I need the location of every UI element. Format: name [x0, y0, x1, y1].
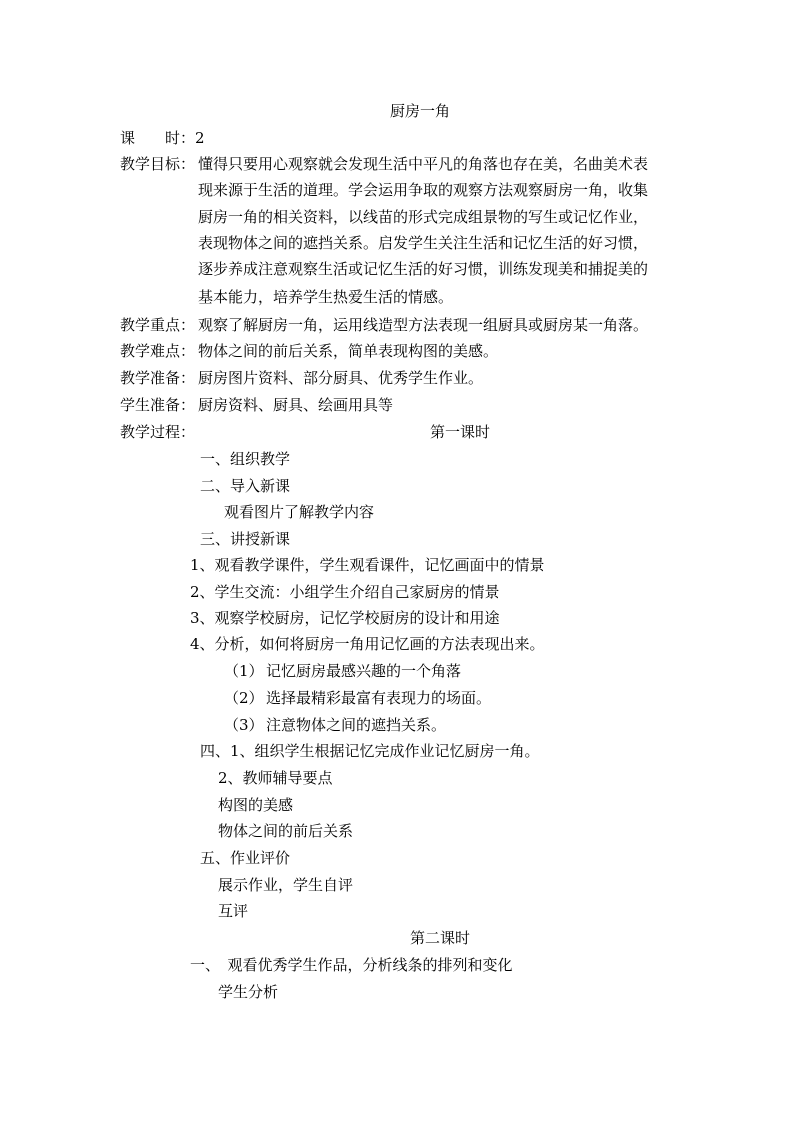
teach-item: 3、观察学校厨房，记忆学校厨房的设计和用途 — [190, 609, 500, 627]
teacher-prep-text: 厨房图片资料、部分厨具、优秀学生作业。 — [198, 369, 484, 387]
objectives-line: 现来源于生活的道理。学会运用争取的观察方法观察厨房一角，收集 — [198, 181, 649, 199]
step-teach: 三、讲授新课 — [200, 530, 291, 548]
step-organize: 一、组织教学 — [200, 450, 291, 468]
key-points-text: 观察了解厨房一角，运用线造型方法表现一组厨具或厨房某一角落。 — [198, 316, 649, 334]
evaluate-detail: 展示作业，学生自评 — [218, 876, 354, 894]
analysis-sub-item — [224, 688, 491, 708]
objectives-label: 教学目标： — [120, 155, 196, 173]
step-introduce: 二、导入新课 — [200, 477, 291, 495]
student-prep-text: 厨房资料、厨具、绘画用具等 — [198, 396, 394, 414]
teacher-prep-label: 教学准备： — [120, 369, 196, 387]
step-practice-guidance: 2、教师辅导要点 — [218, 769, 333, 787]
difficulties-label: 教学难点： — [120, 342, 196, 360]
guidance-point: 构图的美感 — [218, 796, 294, 814]
sub-item-number: （3） — [224, 716, 264, 734]
analysis-sub-item — [224, 715, 446, 735]
student-prep-label: 学生准备： — [120, 396, 196, 414]
sub-item-text: 选择最精彩最富有表现力的场面。 — [266, 689, 492, 707]
process-label: 教学过程： — [120, 423, 196, 441]
evaluate-detail: 互评 — [218, 902, 249, 920]
sub-item-number: （1） — [224, 662, 264, 680]
objectives-line: 厨房一角的相关资料，以线苗的形式完成组景物的写生或记忆作业， — [198, 208, 649, 226]
teach-item: 2、学生交流：小组学生介绍自己家厨房的情景 — [190, 583, 500, 601]
step-practice: 四、1、组织学生根据记忆完成作业记忆厨房一角。 — [200, 742, 540, 760]
guidance-point: 物体之间的前后关系 — [218, 822, 354, 840]
objectives-line: 懂得只要用心观察就会发现生活中平凡的角落也存在美，名曲美术表 — [198, 155, 649, 173]
step-evaluate: 五、作业评价 — [200, 849, 291, 867]
class-hours-row — [120, 128, 205, 148]
teach-item: 4、分析，如何将厨房一角用记忆画的方法表现出来。 — [190, 635, 545, 653]
sub-item-number: （2） — [224, 689, 264, 707]
difficulties-text: 物体之间的前后关系，简单表现构图的美感。 — [198, 342, 499, 360]
step-introduce-detail: 观看图片了解教学内容 — [224, 503, 375, 521]
period-2-heading: 第二课时 — [410, 929, 471, 947]
period-1-heading: 第一课时 — [430, 423, 491, 441]
class-hours-value: 2 — [195, 129, 205, 147]
teach-item: 1、观看教学课件，学生观看课件，记忆画面中的情景 — [190, 556, 545, 574]
sub-item-text: 记忆厨房最感兴趣的一个角落 — [266, 662, 462, 680]
analysis-sub-item — [224, 661, 461, 681]
objectives-line: 逐步养成注意观察生活或记忆生活的好习惯，训练发现美和捕捉美的 — [198, 260, 649, 278]
document-title: 厨房一角 — [390, 102, 451, 120]
period-2-step-detail: 学生分析 — [218, 983, 279, 1001]
sub-item-text: 注意物体之间的遮挡关系。 — [266, 716, 447, 734]
key-points-label: 教学重点： — [120, 316, 196, 334]
objectives-line: 表现物体之间的遮挡关系。启发学生关注生活和记忆生活的好习惯， — [198, 234, 649, 252]
class-hours-label: 课 时： — [120, 129, 196, 147]
period-2-step: 一、 观看优秀学生作品，分析线条的排列和变化 — [190, 956, 513, 974]
objectives-line: 基本能力，培养学生热爱生活的情感。 — [198, 288, 454, 306]
